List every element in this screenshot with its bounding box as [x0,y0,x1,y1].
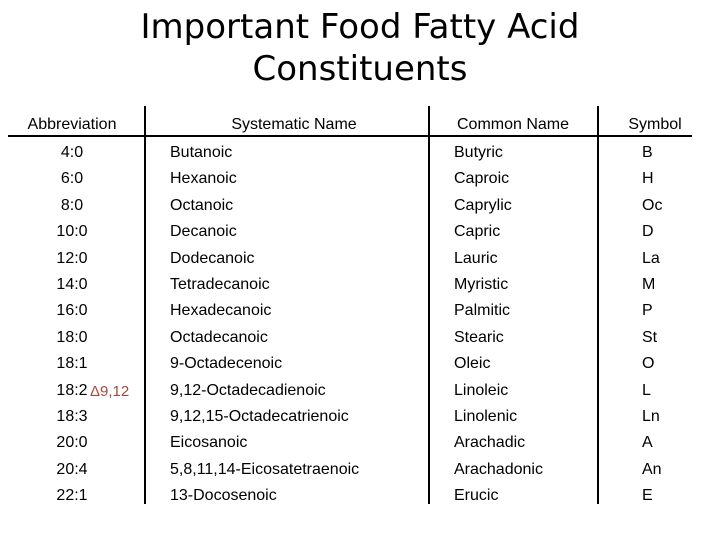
cell-abbreviation: 4:0 [60,144,84,161]
cell-symbol: An [642,460,662,478]
cell-symbol: P [642,302,653,320]
cell-symbol: Oc [642,196,663,214]
delta-annotation: Δ9,12 [90,383,130,400]
cell-common-name: Lauric [454,249,498,267]
cell-abbreviation: 10:0 [56,223,88,241]
cell-abbreviation: 20:0 [56,434,88,452]
cell-common-name: Linoleic [454,381,509,399]
cell-symbol: E [642,487,653,505]
cell-symbol: D [642,223,654,241]
cell-systematic-name: Tetradecanoic [170,276,270,293]
title-line-2: Constituents [252,49,468,89]
cell-systematic-name: Butanoic [170,144,233,161]
cell-systematic-name: Eicosanoic [170,434,248,452]
column-divider [144,106,146,504]
header-symbol: Symbol [628,116,682,133]
cell-common-name: Stearic [454,328,504,346]
cell-abbreviation: 18:3 [56,408,88,425]
column-divider [597,106,599,504]
cell-abbreviation: 22:1 [56,487,88,505]
cell-abbreviation: 18:2 [56,381,88,399]
cell-abbreviation: 18:0 [56,328,88,346]
header-divider [8,135,692,137]
title-line-1: Important Food Fatty Acid [140,7,580,47]
cell-symbol: St [642,328,658,346]
cell-systematic-name: 5,8,11,14-Eicosatetraenoic [170,460,360,478]
cell-abbreviation: 20:4 [56,460,88,478]
cell-abbreviation: 18:1 [56,355,88,373]
cell-systematic-name: Hexanoic [170,170,237,188]
cell-common-name: Butyric [454,144,503,161]
cell-systematic-name: Dodecanoic [170,249,255,267]
cell-common-name: Caproic [454,170,510,188]
cell-symbol: M [642,276,656,293]
cell-systematic-name: 9,12,15-Octadecatrienoic [170,408,349,425]
cell-abbreviation: 14:0 [56,276,88,293]
cell-common-name: Erucic [454,487,499,505]
cell-common-name: Palmitic [454,302,511,320]
cell-symbol: La [642,249,660,267]
cell-systematic-name: 13-Docosenoic [170,487,277,505]
cell-systematic-name: Octanoic [170,196,234,214]
cell-common-name: Arachadonic [454,460,543,478]
cell-abbreviation: 16:0 [56,302,88,320]
header-abbreviation: Abbreviation [27,116,117,133]
cell-symbol: L [642,381,651,399]
cell-abbreviation: 6:0 [60,170,84,188]
cell-symbol: H [642,170,654,188]
cell-common-name: Oleic [454,355,491,373]
cell-systematic-name: Hexadecanoic [170,302,272,320]
cell-systematic-name: 9-Octadecenoic [170,355,283,373]
cell-common-name: Caprylic [454,196,512,214]
cell-common-name: Myristic [454,276,509,293]
cell-symbol: A [642,434,653,452]
cell-systematic-name: Decanoic [170,223,237,241]
column-divider [428,106,430,504]
cell-common-name: Linolenic [454,408,518,425]
cell-systematic-name: Octadecanoic [170,328,268,346]
cell-symbol: B [642,144,653,161]
cell-abbreviation: 12:0 [56,249,88,267]
cell-abbreviation: 8:0 [60,196,84,214]
cell-common-name: Arachadic [454,434,526,452]
header-common-name: Common Name [456,116,570,133]
cell-systematic-name: 9,12-Octadecadienoic [170,381,326,399]
cell-symbol: Ln [642,408,660,425]
cell-common-name: Capric [454,223,501,241]
header-systematic-name: Systematic Name [231,116,357,133]
cell-symbol: O [642,355,655,373]
